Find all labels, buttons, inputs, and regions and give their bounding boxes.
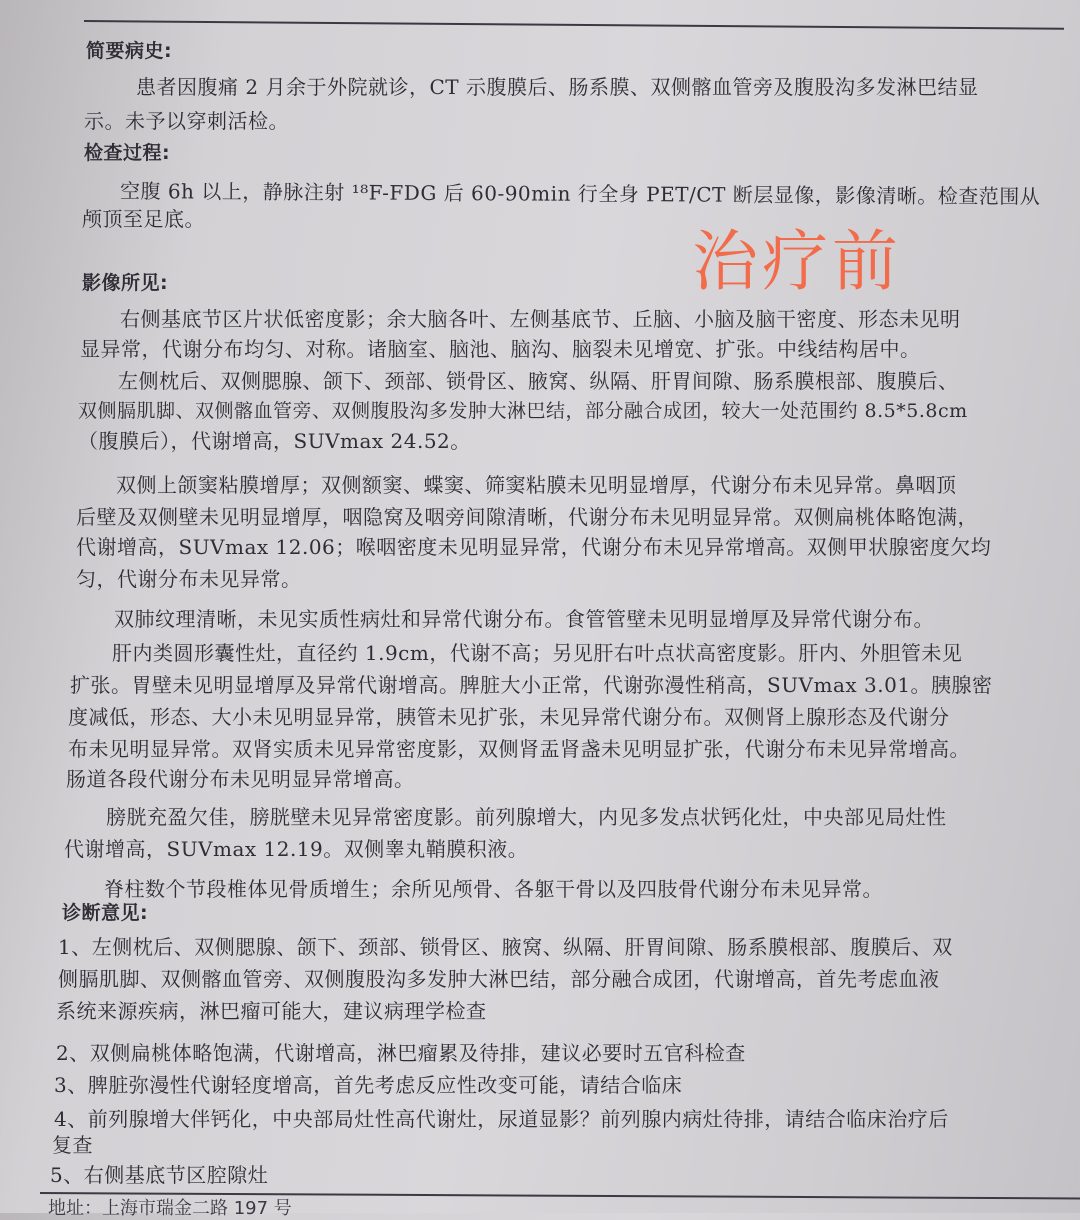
history-line: 患者因腹痛 2 月余于外院就诊，CT 示腹膜后、肠系膜、双侧髂血管旁及腹股沟多发淋巴结显 bbox=[136, 75, 979, 99]
findings-line: 布未见明显异常。双肾实质未见异常密度影，双侧肾盂肾盏未见明显扩张，代谢分布未见异常增高。 bbox=[68, 737, 970, 761]
diagnosis-heading: 诊断意见: bbox=[62, 902, 149, 924]
procedure-line: 空腹 6h 以上，静脉注射 ¹⁸F-FDG 后 60-90min 行全身 PET/CT 断层显像，影像清晰。检查范围从 bbox=[119, 179, 1041, 209]
procedure-heading: 检查过程: bbox=[84, 142, 171, 164]
diagnosis-line: 系统来源疾病，淋巴瘤可能大，建议病理学检查 bbox=[56, 999, 487, 1023]
findings-line: 代谢增高，SUVmax 12.06；喉咽密度未见明显异常，代谢分布未见异常增高。双侧甲状腺密度欠均 bbox=[76, 535, 992, 559]
footer-address: 地址：上海市瑞金二路 197 号 bbox=[48, 1198, 292, 1219]
treatment-stage-stamp: 治疗前 bbox=[692, 223, 902, 300]
findings-line: 度减低，形态、大小未见明显异常，胰管未见扩张，未见异常代谢分布。双侧肾上腺形态及代谢分 bbox=[68, 705, 950, 729]
procedure-line: 颅顶至足底。 bbox=[82, 207, 205, 231]
diagnosis-line: 4、前列腺增大伴钙化，中央部局灶性高代谢灶，尿道显影？前列腺内病灶待排，请结合临床治疗后 bbox=[54, 1107, 949, 1131]
top-divider bbox=[84, 20, 1064, 30]
diagnosis-line: 1、左侧枕后、双侧腮腺、颌下、颈部、锁骨区、腋窝、纵隔、肝胃间隙、肠系膜根部、腹膜后、双 bbox=[58, 935, 953, 959]
findings-line: 扩张。胃壁未见明显增厚及异常代谢增高。脾脏大小正常，代谢弥漫性稍高，SUVmax 3.01。胰腺密 bbox=[70, 673, 993, 697]
findings-line: （腹膜后），代谢增高，SUVmax 24.52。 bbox=[78, 429, 471, 453]
findings-line: 双侧膈肌脚、双侧髂血管旁、双侧腹股沟多发肿大淋巴结，部分融合成团，较大一处范围约 8.5*5.8cm bbox=[78, 400, 968, 422]
diagnosis-line: 5、右侧基底节区腔隙灶 bbox=[50, 1163, 269, 1187]
history-heading: 简要病史: bbox=[86, 40, 173, 62]
findings-line: 匀，代谢分布未见异常。 bbox=[76, 567, 302, 591]
findings-heading: 影像所见: bbox=[82, 272, 169, 294]
findings-line: 双侧上颌窦粘膜增厚；双侧额窦、蝶窦、筛窦粘膜未见明显增厚，代谢分布未见异常。鼻咽顶 bbox=[116, 473, 957, 497]
findings-line: 后壁及双侧壁未见明显增厚，咽隐窝及咽旁间隙清晰，代谢分布未见明显异常。双侧扁桃体略饱满， bbox=[76, 505, 978, 529]
findings-line: 脊柱数个节段椎体见骨质增生；余所见颅骨、各躯干骨以及四肢骨代谢分布未见异常。 bbox=[104, 877, 883, 901]
diagnosis-line: 3、脾脏弥漫性代谢轻度增高，首先考虑反应性改变可能，请结合临床 bbox=[54, 1073, 683, 1097]
findings-line: 肝内类圆形囊性灶，直径约 1.9cm，代谢不高；另见肝右叶点状高密度影。肝内、外胆管未见 bbox=[112, 641, 963, 665]
findings-line: 肠道各段代谢分布未见明显异常增高。 bbox=[66, 767, 415, 791]
diagnosis-line: 复查 bbox=[52, 1133, 93, 1157]
findings-line: 代谢增高，SUVmax 12.19。双侧睾丸鞘膜积液。 bbox=[64, 837, 529, 861]
diagnosis-line: 2、双侧扁桃体略饱满，代谢增高，淋巴瘤累及待排，建议必要时五官科检查 bbox=[56, 1041, 746, 1065]
history-line: 示。未予以穿刺活检。 bbox=[84, 109, 289, 133]
findings-line: 右侧基底节区片状低密度影；余大脑各叶、左侧基底节、丘脑、小脑及脑干密度、形态未见明 bbox=[120, 307, 961, 331]
diagnosis-line: 侧膈肌脚、双侧髂血管旁、双侧腹股沟多发肿大淋巴结，部分融合成团，代谢增高，首先考虑血液 bbox=[58, 967, 940, 991]
findings-line: 左侧枕后、双侧腮腺、颌下、颈部、锁骨区、腋窝、纵隔、肝胃间隙、肠系膜根部、腹膜后、 bbox=[118, 369, 959, 393]
findings-line: 显异常，代谢分布均匀、对称。诸脑室、脑池、脑沟、脑裂未见增宽、扩张。中线结构居中。 bbox=[80, 337, 921, 361]
findings-line: 双肺纹理清晰，未见实质性病灶和异常代谢分布。食管管壁未见明显增厚及异常代谢分布。 bbox=[114, 607, 934, 631]
findings-line: 膀胱充盈欠佳，膀胱壁未见异常密度影。前列腺增大，内见多发点状钙化灶，中央部见局灶性 bbox=[106, 805, 947, 829]
